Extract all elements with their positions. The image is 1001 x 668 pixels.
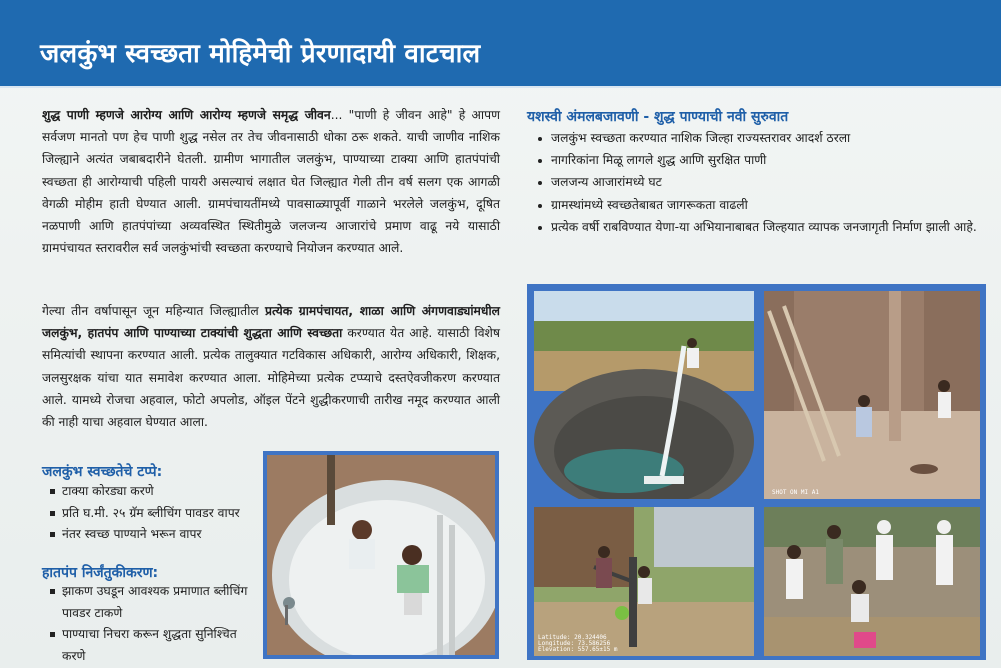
geo-line: Latitude: 20.324406 — [538, 634, 607, 641]
campaign-paragraph — [42, 300, 500, 433]
intro-paragraph — [42, 104, 500, 259]
success-title: यशस्वी अंमलबजावणी - शुद्ध पाण्याची नवी सुरुवात — [527, 109, 789, 125]
list-item: झाकण उघडून आवश्यक प्रमाणात ब्लीचिंग पावडर टाकणे — [42, 581, 252, 624]
list-item: प्रति घ.मी. २५ ग्रॅम ब्लीचिंग पावडर वापर — [42, 503, 267, 525]
campaign-text-pre: गेल्या तीन वर्षापासून जून महिन्यात जिल्ह्यातील — [42, 304, 266, 318]
success-list — [536, 127, 991, 238]
steps-title: जलकुंभ स्वच्छतेचे टप्पे: — [42, 464, 163, 480]
group-photo — [760, 503, 984, 660]
well-photo — [530, 287, 758, 503]
handpump-title: हातपंप निर्जंतुकीकरण: — [42, 565, 159, 581]
handpump-photo — [530, 503, 758, 660]
list-item: टाक्या कोरड्या करणे — [42, 481, 267, 503]
tank-cleaning-photo — [263, 451, 499, 659]
page-title: जलकुंभ स्वच्छता मोहिमेची प्रेरणादायी वाटचाल — [40, 39, 481, 69]
intro-section — [42, 104, 500, 259]
list-item: नंतर स्वच्छ पाण्याने भरून वापर — [42, 524, 267, 546]
geo-line: Elevation: 557.65±15 m — [538, 646, 618, 653]
list-item: जलकुंभ स्वच्छता करण्यात नाशिक जिल्हा राज्यस्तरावर आदर्श ठरला — [536, 127, 991, 149]
list-item: नागरिकांना मिळू लागले शुद्ध आणि सुरक्षित पाणी — [536, 149, 991, 171]
list-item: जलजन्य आजारांमध्ये घट — [536, 171, 991, 193]
campaign-text-post: करण्यात येत आहे. यासाठी विशेष समित्यांची स्थापना करण्यात आली. प्रत्येक तालुक्यात गटविकास अधिकारी, आरोग्य अधिकारी, शिक्षक, जलसुरक्षक यांचा यात समावेश करण्यात आला. मोहिमेच्या प्रत्येक टप्प्याचे दस्तऐवजीकरण करण्यात आले. यामध्ये रोजचा अहवाल, फोटो अपलोड, ऑइल पेंटने शुद्धीकरणाची तारीख नमूद करण्यात आली की नाही याचा अहवाल घेण्यात आला. — [42, 326, 501, 430]
list-item: पाण्याचा निचरा करून शुद्धता सुनिश्चित करणे — [42, 624, 252, 667]
photo-caption: SHOT ON MI A1 — [772, 489, 819, 496]
steps-list — [42, 481, 267, 546]
intro-text: ... "पाणी हे जीवन आहे" हे आपण सर्वजण मानतो पण हेच पाणी शुद्ध नसेल तर तेच जीवनासाठी धोका ठरू शकते. याची जाणीव नाशिक जिल्ह्याने अत्यंत जबाबदारीने घेतली. ग्रामीण भागातील जलकुंभ, पाण्याच्या टाक्या आणि हातपंपांची स्वच्छता ही आरोग्याची पहिली पायरी असल्याचं लक्षात घेत जिल्ह्यात गेली तीन वर्ष सलग एक आगळी वेगळी मोहीम हाती घेण्यात आली. ग्रामपंचायतींमध्ये पावसाळ्यापूर्वी गाळाने भरलेले जलकुंभ, दूषित नळपाणी आणि हातपंपांच्या अव्यवस्थित स्थितीमुळे जलजन्य आजारांचे प्रमाण वाढू नये यासाठी ग्रामपंचायत स्तरावरील सर्व जलकुंभांची स्वच्छता करण्याचे नियोजन करण्यात आले. — [42, 108, 500, 256]
list-item: ग्रामस्थांमध्ये स्वच्छतेबाबत जागरूकता वाढली — [536, 194, 991, 216]
tank-interior-photo — [760, 287, 984, 503]
campaign-text-bold: प्रत्येक ग्रामपंचायत, शाळा आणि अंगणवाड्यांमधील जलकुंभ, हातपंप आणि पाण्याच्या टाक्यांची शुद्धता आणि स्वच्छता — [42, 304, 500, 341]
handpump-list — [42, 581, 252, 667]
campaign-section — [42, 300, 500, 433]
geo-line: Longitude: 73.586256 — [538, 640, 611, 647]
geo-caption — [538, 635, 617, 653]
list-item: प्रत्येक वर्षी राबविण्यात येणा-या अभियानाबाबत जिल्हयात व्यापक जनजागृती निर्माण झाली आहे. — [536, 216, 991, 238]
header-banner — [0, 0, 1001, 86]
intro-bold-lead: शुद्ध पाणी म्हणजे आरोग्य आणि आरोग्य म्हणजे समृद्ध जीवन — [42, 108, 331, 122]
